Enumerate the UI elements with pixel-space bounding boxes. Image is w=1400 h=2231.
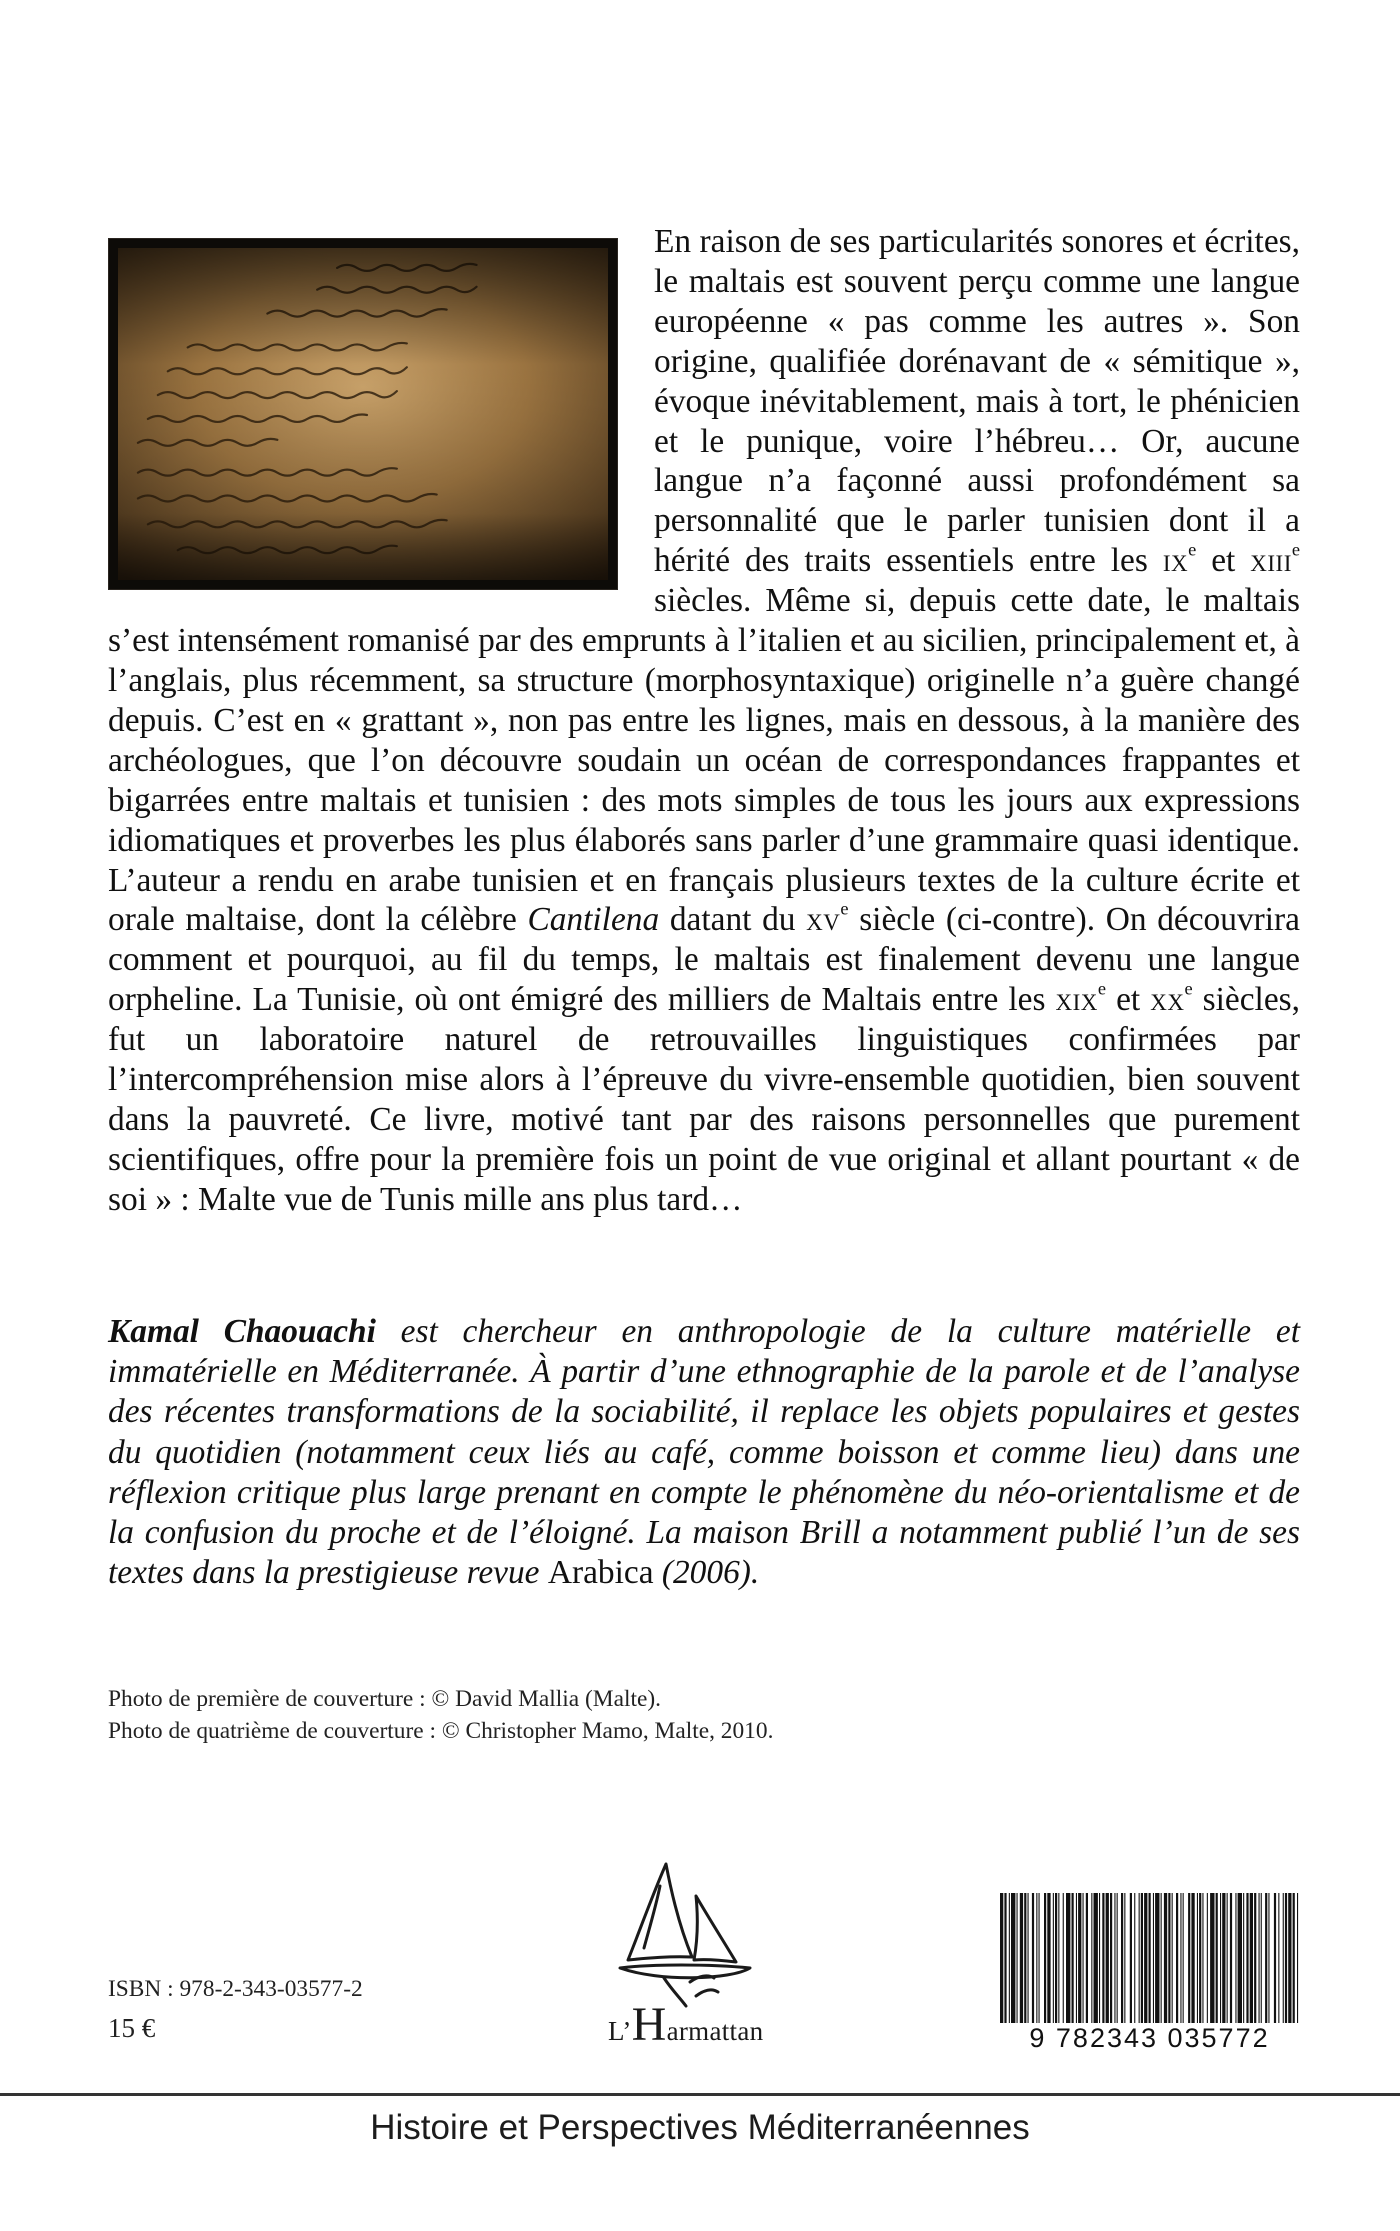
barcode-bar — [1265, 1893, 1267, 2031]
blurb-part-3: datant du — [659, 901, 807, 939]
barcode-bar — [1161, 1893, 1162, 2031]
century-xix: xix — [1055, 981, 1098, 1019]
barcode-bar — [1207, 1893, 1208, 2031]
publisher-name — [608, 1998, 808, 2051]
barcode-bar — [1004, 1893, 1006, 2031]
barcode-bar — [1076, 1893, 1077, 2031]
barcode-bar — [1063, 1893, 1064, 2031]
barcode-bar — [1261, 1893, 1262, 2031]
barcode-bar — [1036, 1893, 1037, 2031]
barcode-bar — [1072, 1893, 1074, 2031]
blurb-part-5: siècles, fut un laboratoire naturel de retrouvailles linguistiques confirmées par l’intercompréhension mise alors à l’épreuve du vivre-ensemble quotidien, bien souvent dans la pauvreté. Ce livre, motivé tant par des raisons personnelles que purement scientifiques, offre pour la première fois un point de vue original et allant pourtant « de soi » : Malte vue de Tunis mille ans plus tard… — [108, 981, 1300, 1218]
barcode-bar — [1210, 1893, 1214, 2031]
blurb-part-2: siècles. Même si, depuis cette date, le maltais s’est intensément romanisé par des emprunts à l’italien et au sicilien, principalement et, à l’anglais, plus récemment, sa structure (morphosyntaxique) originelle n’a guère changé depuis. C’est en « grattant », non pas entre les lignes, mais en dessous, à la manière des archéologues, que l’on découvre soudain un océan de correspondances frappantes et bigarrées entre maltais et tunisien : des mots simples de tous les jours aux expressions idiomatiques et proverbes les plus élaborés sans parler d’une grammaire quasi identique. L’auteur a rendu en arabe tunisien et en français plusieurs textes de la culture écrite et orale maltaise, dont la célèbre — [108, 582, 1300, 939]
sailboat-logo-icon — [600, 1856, 800, 2026]
barcode-bar — [1020, 1893, 1023, 2031]
barcode-bar — [1024, 1893, 1026, 2031]
century-ix: ix — [1162, 542, 1189, 580]
superscript-e: e — [1291, 539, 1301, 560]
barcode-bar — [1197, 1893, 1198, 2031]
barcode-bar — [1259, 1893, 1260, 2031]
barcode-bar — [1102, 1893, 1104, 2031]
front-cover-credit: Photo de première de couverture : © David Mallia (Malte). — [108, 1686, 661, 1712]
barcode-bar — [1039, 1893, 1040, 2031]
barcode-bar — [1091, 1893, 1092, 2031]
barcode-bar — [1083, 1893, 1084, 2031]
back-cover-credit: Photo de quatrième de couverture : © Christopher Mamo, Malte, 2010. — [108, 1718, 774, 1744]
barcode-bar — [1278, 1893, 1279, 2031]
century-xx: xx — [1150, 981, 1185, 1019]
barcode-bar — [1121, 1893, 1123, 2031]
barcode-icon — [998, 1893, 1301, 2031]
barcode-bar — [1243, 1893, 1244, 2031]
barcode-bar — [1183, 1893, 1184, 2031]
cantilena-title: Cantilena — [527, 901, 660, 939]
barcode-bar — [1139, 1893, 1140, 2031]
barcode-bar — [1180, 1893, 1181, 2031]
barcode-bar — [1230, 1893, 1232, 2031]
superscript-e: e — [1097, 978, 1107, 999]
blurb-and: et — [1196, 542, 1251, 580]
photo-credits — [108, 1683, 1008, 1747]
barcode-bar — [1078, 1893, 1081, 2031]
barcode-bar — [1055, 1893, 1057, 2031]
barcode-bar — [1268, 1893, 1269, 2031]
blurb-text — [108, 222, 1300, 1220]
barcode-bar — [1246, 1893, 1248, 2031]
barcode-bar — [1114, 1893, 1115, 2031]
barcode-bar — [1202, 1893, 1203, 2031]
barcode-bar — [1144, 1893, 1147, 2031]
barcode-bar — [1000, 1893, 1003, 2031]
barcode-bar — [1130, 1893, 1132, 2031]
photo-placeholder — [108, 222, 628, 602]
barcode-bar — [1141, 1893, 1143, 2031]
bio-text: est chercheur en anthropologie de la culture matérielle et immatérielle en Méditerranée. À partir d’une ethnographie de la parole et de l’analyse des récentes transformations de la sociabilité, il replace les objets populaires et gestes du quotidien (notamment ceux liés au café, comme boisson et comme lieu) dans une réflexion critique plus large prenant en compte le phénomène du néo-orientalisme et de la confusion du proche et de l’éloigné. La maison Brill a notamment publié l’un de ses textes dans la prestigieuse revue — [108, 1313, 1300, 1592]
barcode-bar — [1199, 1893, 1201, 2031]
blurb-and: et — [1106, 981, 1151, 1019]
barcode-bar — [1227, 1893, 1228, 2031]
barcode-bar — [1153, 1893, 1154, 2031]
century-xv: xv — [806, 901, 841, 939]
barcode-bar — [1250, 1893, 1253, 2031]
barcode-bar — [1188, 1893, 1190, 2031]
barcode-digits: 9 782343 035772 — [998, 2023, 1301, 2054]
barcode — [998, 1893, 1301, 2057]
barcode-bar — [1099, 1893, 1100, 2031]
barcode-bar — [1106, 1893, 1109, 2031]
superscript-e: e — [1184, 978, 1193, 999]
barcode-bar — [1047, 1893, 1050, 2031]
blurb-part-1: En raison de ses particularités sonores et écrites, le maltais est souvent perçu comme une langue européenne « pas comme les autres ». Son origine, qualifiée dorénavant de « sémitique », évoque inévitablement, mais à tort, le phénicien et le punique, voire l’hébreu… Or, aucune langue n’a façonné aussi profondément sa personnalité que le parler tunisien dont il a hérité des traits essentiels entre les — [654, 223, 1300, 580]
barcode-bar — [1254, 1893, 1256, 2031]
century-xiii: xiii — [1250, 542, 1292, 580]
barcode-bar — [1220, 1893, 1221, 2031]
barcode-bar — [1285, 1893, 1287, 2031]
blurb-part-4: siècle (ci-contre). On découvrira comment et pourquoi, au fil du temps, le maltais est finalement devenu une langue orpheline. La Tunisie, où ont émigré des milliers de Maltais entre les — [108, 901, 1300, 1019]
barcode-bar — [1172, 1893, 1173, 2031]
barcode-bar — [1216, 1893, 1218, 2031]
barcode-bar — [1117, 1893, 1118, 2031]
barcode-bar — [1066, 1893, 1070, 2031]
barcode-bar — [1293, 1893, 1295, 2031]
barcode-bar — [1288, 1893, 1291, 2031]
barcode-bar — [1222, 1893, 1225, 2031]
author-name: Kamal Chaouachi — [108, 1313, 376, 1350]
barcode-bar — [1235, 1893, 1236, 2031]
footer-rule — [0, 2093, 1400, 2096]
barcode-bar — [1238, 1893, 1242, 2031]
barcode-bar — [1124, 1893, 1125, 2031]
publisher-initial: H — [631, 1998, 667, 2051]
barcode-bar — [1044, 1893, 1046, 2031]
publisher-logo — [600, 1856, 800, 2050]
publisher-rest: armattan — [666, 2016, 764, 2046]
barcode-bar — [1149, 1893, 1151, 2031]
barcode-bar — [1176, 1893, 1178, 2031]
barcode-bar — [1094, 1893, 1098, 2031]
barcode-bar — [1110, 1893, 1112, 2031]
barcode-bar — [1297, 1893, 1298, 2031]
price: 15 € — [108, 2013, 156, 2043]
barcode-bar — [1191, 1893, 1194, 2031]
publisher-prefix: L’ — [608, 2016, 632, 2046]
superscript-e: e — [840, 898, 849, 919]
isbn: ISBN : 978-2-343-03577-2 — [108, 1976, 363, 2002]
barcode-bar — [1011, 1893, 1015, 2031]
barcode-bar — [1058, 1893, 1059, 2031]
barcode-bar — [1053, 1893, 1054, 2031]
barcode-bar — [1017, 1893, 1018, 2031]
barcode-bar — [1134, 1893, 1135, 2031]
barcode-bar — [1164, 1893, 1167, 2031]
series-title: Histoire et Perspectives Méditerranéennes — [370, 2108, 1030, 2147]
journal-name: Arabica — [547, 1554, 654, 1592]
barcode-bar — [1032, 1893, 1034, 2031]
barcode-bar — [1274, 1893, 1276, 2031]
bio-year: (2006). — [653, 1554, 760, 1592]
barcode-bar — [1009, 1893, 1010, 2031]
superscript-e: e — [1188, 539, 1197, 560]
barcode-bar — [1155, 1893, 1159, 2031]
author-bio — [108, 1312, 1300, 1593]
barcode-bar — [1086, 1893, 1088, 2031]
barcode-bar — [1283, 1893, 1284, 2031]
barcode-bar — [1028, 1893, 1029, 2031]
barcode-bar — [1168, 1893, 1170, 2031]
